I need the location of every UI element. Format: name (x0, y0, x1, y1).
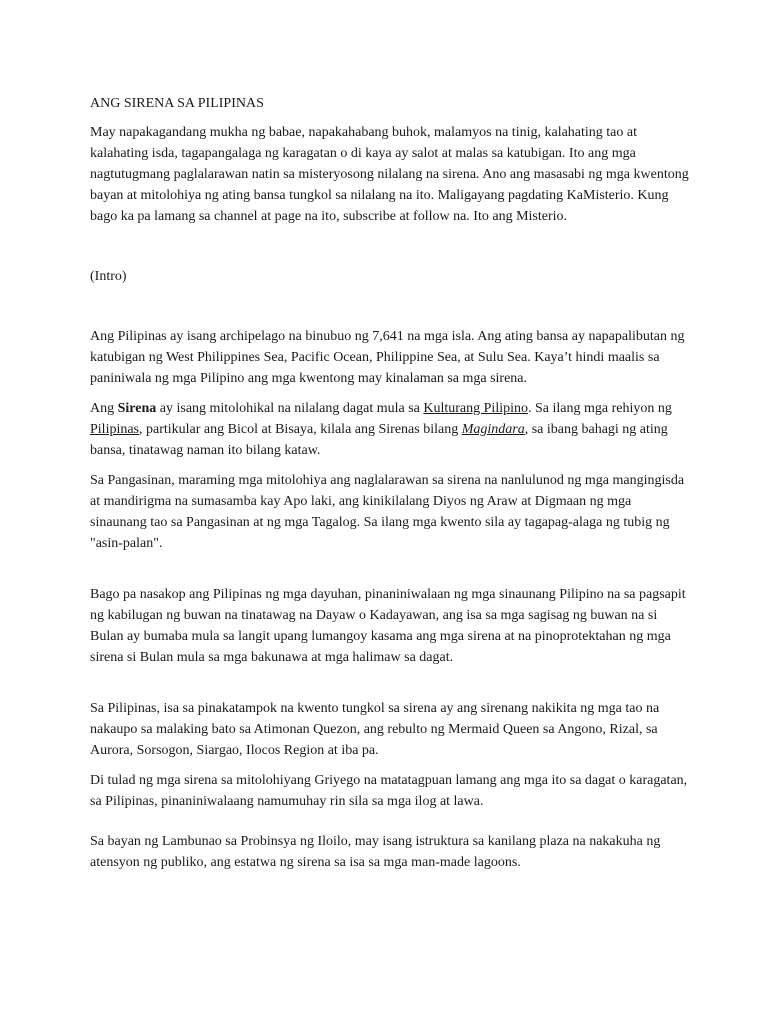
spacer (90, 563, 690, 584)
text-segment: , sa ibang bahagi ng ating bansa, tinatawag naman ito bilang kataw. (90, 422, 668, 458)
paragraph-archipelago: Ang Pilipinas ay isang archipelago na binubuo ng 7,641 na mga isla. Ang ating bansa ay napapalibutan ng katubigan ng West Philippines Sea, Pacific Ocean, Philippine Sea, at Sulu Sea. Kaya’t hindi maalis sa paniniwala ng mga Pilipino ang mga kwentong may kinalaman sa mga sirena. (90, 329, 685, 386)
spacer (90, 236, 690, 266)
spacer (90, 296, 690, 326)
paragraph-sirena (90, 398, 690, 461)
link-magindara[interactable]: Magindara (461, 422, 525, 437)
paragraph-bulan: Bago pa nasakop ang Pilipinas ng mga dayuhan, pinaniniwalaan ng mga sinaunang Pilipino na sa pagsapit ng kabilugan ng buwan na tinatawag na Dayaw o Kadayawan, ang isa sa mga sagisag ng buwan na si Bulan ay bumaba mula sa langit upang lumangoy kasama ang mga sirena at na pinoprotektahan ng mga sirena si Bulan mula sa mga bakunawa at mga halimaw sa dagat. (90, 587, 686, 665)
paragraph-pangasinan: Sa Pangasinan, maraming mga mitolohiya ang naglalarawan sa sirena na nanlulunod ng mga mangingisda at mandirigma na sumasamba kay Apo laki, ang kinikilalang Diyos ng Araw at Digmaan ng mga sinaunang tao sa Pangasinan at ng mga Tagalog. Sa ilang mga kwento sila ay tagapag-alaga ng tubig ng "asin-palan". (90, 473, 685, 551)
spacer (90, 677, 690, 698)
bold-term-sirena: Sirena (117, 401, 157, 416)
text-segment: . Sa ilang mga rehiyon ng (528, 401, 672, 416)
link-pilipinas[interactable]: Pilipinas (90, 422, 140, 437)
document-page (90, 93, 690, 882)
link-kulturang-pilipino[interactable]: Kulturang Pilipino (423, 401, 528, 416)
text-segment: , partikular ang Bicol at Bisaya, kilala ang Sirenas bilang (139, 422, 462, 437)
intro-paragraph: May napakagandang mukha ng babae, napakahabang buhok, malamyos na tinig, kalahating tao at kalahating isda, tagapangalaga ng karagatan o di kaya ay salot at malas sa katubigan. Ito ang mga nagtutugmang paglalarawan natin sa misteryosong nilalang na sirena. Ano ang masasabi ng mga kwentong bayan at mitolohiya ng ating bansa tungkol sa nilalang na ito. Maligayang pagdating KaMisterio. Kung bago ka pa lamang sa channel at page na ito, subscribe at follow na. Ito ang Misterio. (90, 125, 689, 224)
paragraph-atimonan: Sa Pilipinas, isa sa pinakatampok na kwento tungkol sa sirena ay ang sirenang nakikita ng mga tao na nakaupo sa malaking bato sa Atimonan Quezon, ang rebulto ng Mermaid Queen sa Angono, Rizal, sa Aurora, Sorsogon, Siargao, Ilocos Region at iba pa. (90, 701, 660, 758)
paragraph-lambunao: Sa bayan ng Lambunao sa Probinsya ng Iloilo, may isang istruktura sa kanilang plaza na nakakuha ng atensyon ng publiko, ang estatwa ng sirena sa isa sa mga man-made lagoons. (90, 834, 661, 870)
document-title: ANG SIRENA SA PILIPINAS (90, 96, 264, 111)
text-segment: ay isang mitolohikal na nilalang dagat mula sa (156, 401, 424, 416)
paragraph-griyego: Di tulad ng mga sirena sa mitolohiyang Griyego na matatagpuan lamang ang mga ito sa dagat o karagatan, sa Pilipinas, pinaniniwalaang namumuhay rin sila sa mga ilog at lawa. (90, 773, 688, 809)
spacer (90, 821, 690, 831)
text-segment: Ang (90, 401, 118, 416)
intro-label: (Intro) (90, 269, 127, 284)
